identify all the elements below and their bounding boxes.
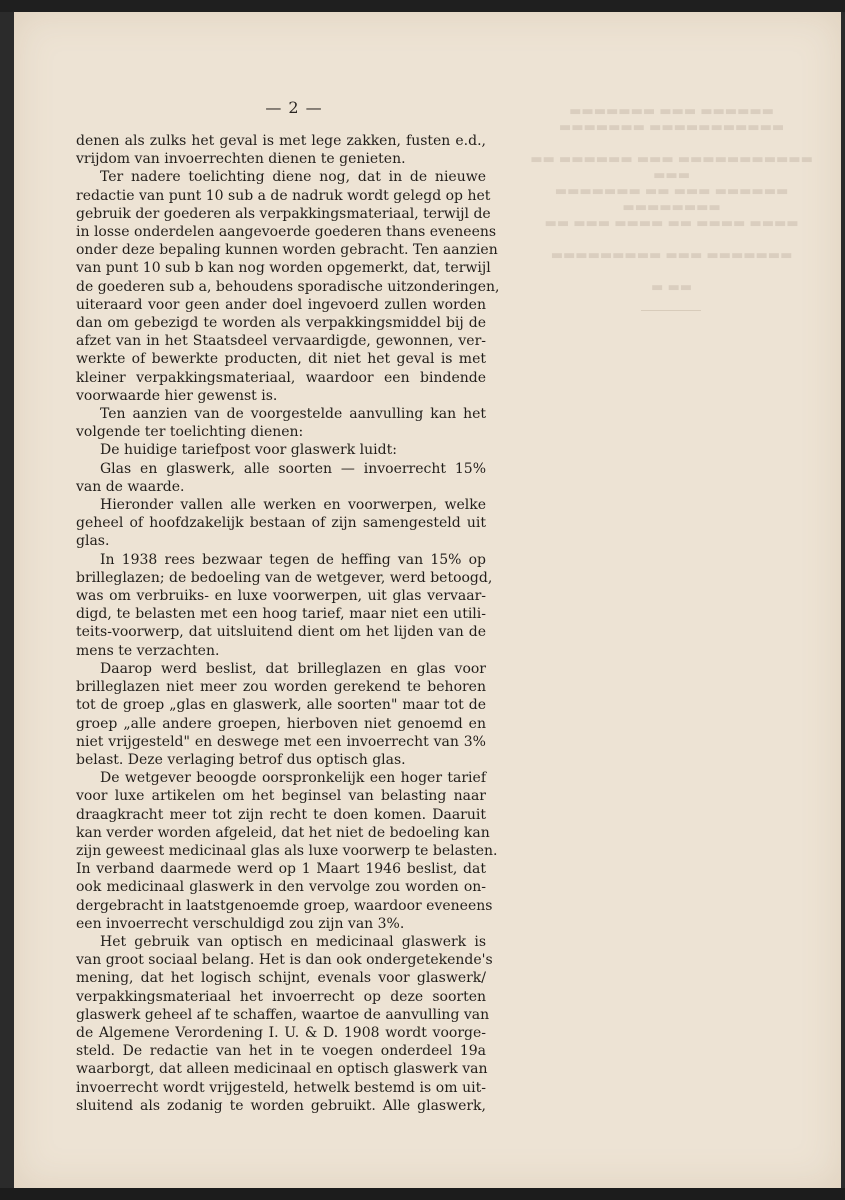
text-line: Hieronder vallen alle werken en voorwerpen, welke <box>100 497 486 514</box>
page-number: — 2 — <box>265 98 323 117</box>
text-line: In verband daarmede werd op 1 Maart 1946 beslist, dat <box>76 861 486 878</box>
text-line: steld. De redactie van het in te voegen onderdeel 19a <box>76 1043 486 1060</box>
text-line: invoerrecht wordt vrijgesteld, hetwelk bestemd is om uit- <box>76 1079 486 1096</box>
text-line: In 1938 rees bezwaar tegen de heffing van 15% op <box>100 551 486 568</box>
text-line: afzet van in het Staatsdeel vervaardigde, gewonnen, ver- <box>76 333 486 350</box>
text-line: denen als zulks het geval is met lege zakken, fusten e.d., <box>76 133 486 149</box>
text-line: een invoerrecht verschuldigd zou zijn van 3%. <box>76 915 405 932</box>
text-line: zijn geweest medicinaal glas als luxe voorwerp te belasten. <box>76 842 498 859</box>
text-line: kan verder worden afgeleid, dat het niet de bedoeling kan <box>76 824 490 841</box>
text-line: Glas en glaswerk, alle soorten — invoerrecht 15% <box>100 460 486 477</box>
text-line: niet vrijgesteld" en deswege met een invoerrecht van 3% <box>76 733 486 750</box>
text-line: gebruik der goederen als verpakkingsmateriaal, terwijl de <box>76 205 491 222</box>
text-line: dan om gebezigd te worden als verpakkingsmiddel bij de <box>76 315 486 332</box>
text-line: volgende ter toelichting dienen: <box>76 424 304 441</box>
text-line: digd, te belasten met een hoog tarief, maar niet een utili- <box>76 606 486 623</box>
text-line: sluitend als zodanig te worden gebruikt. Alle glaswerk, <box>76 1097 486 1114</box>
text-line: De wetgever beoogde oorspronkelijk een hoger tarief <box>100 770 486 787</box>
document-page <box>14 12 841 1188</box>
text-line: glas. <box>76 533 110 550</box>
text-line: draagkracht meer tot zijn recht te doen komen. Daaruit <box>76 806 486 823</box>
text-line: De huidige tariefpost voor glaswerk luidt: <box>100 442 397 459</box>
text-line: vrijdom van invoerrechten dienen te genieten. <box>76 151 406 168</box>
text-line: in losse onderdelen aangevoerde goederen thans eveneens <box>76 224 497 241</box>
text-line: van de waarde. <box>76 478 185 495</box>
bleed-through-text: ▬▬▬▬▬▬ ▬▬▬ ▬▬▬▬▬▬▬ ▬▬▬▬▬▬▬▬▬▬▬ ▬▬▬▬▬▬▬ ▬▬▬▬▬▬▬▬▬▬▬ ▬▬▬ ▬▬▬▬▬▬ ▬▬ ▬▬▬ ▬▬▬▬▬▬ ▬▬▬ ▬▬ ▬▬▬▬▬▬▬ ▬▬▬▬▬▬▬▬ ▬▬▬▬ ▬▬▬▬ ▬▬ ▬▬▬▬ ▬▬▬ ▬▬ ▬▬▬▬▬▬▬ ▬▬▬ ▬▬▬▬▬▬▬▬▬ ▬▬ ▬ <box>514 104 829 325</box>
text-line: de Algemene Verordening I. U. & D. 1908 wordt voorge- <box>76 1024 486 1041</box>
text-line: werkte of bewerkte producten, dit niet het geval is met <box>76 351 486 368</box>
text-line: brilleglazen niet meer zou worden gerekend te behoren <box>76 679 486 696</box>
text-line: redactie van punt 10 sub a de nadruk wordt gelegd op het <box>76 187 491 204</box>
text-line: van groot sociaal belang. Het is dan ook ondergetekende's <box>76 952 493 969</box>
text-line: onder deze bepaling kunnen worden gebracht. Ten aanzien <box>76 242 498 259</box>
text-line: voorwaarde hier gewenst is. <box>76 387 278 404</box>
text-line: van punt 10 sub b kan nog worden opgemerkt, dat, terwijl <box>76 260 491 277</box>
text-line: glaswerk geheel af te schaffen, waartoe de aanvulling van <box>76 1006 490 1023</box>
text-line: brilleglazen; de bedoeling van de wetgever, werd betoogd, <box>76 569 493 586</box>
scan-border-bottom <box>0 1188 845 1200</box>
text-line: geheel of hoofdzakelijk bestaan of zijn samengesteld uit <box>76 515 486 532</box>
text-line: teits-voorwerp, dat uitsluitend dient om het lijden van de <box>76 624 486 641</box>
text-line: Ter nadere toelichting diene nog, dat in de nieuwe <box>100 169 486 186</box>
text-line: mening, dat het logisch schijnt, evenals voor glaswerk/ <box>76 970 486 987</box>
text-line: verpakkingsmateriaal het invoerrecht op deze soorten <box>76 988 486 1005</box>
text-line: belast. Deze verlaging betrof dus optisch glas. <box>76 751 406 768</box>
text-line: tot de groep „glas en glaswerk, alle soorten" maar tot de <box>76 697 486 714</box>
text-line: ook medicinaal glaswerk in den vervolge zou worden on- <box>76 879 486 896</box>
text-line: waarborgt, dat alleen medicinaal en optisch glaswerk van <box>76 1061 488 1078</box>
text-line: dergebracht in laatstgenoemde groep, waardoor eveneens <box>76 897 493 914</box>
text-line: Het gebruik van optisch en medicinaal glaswerk is <box>100 933 486 950</box>
text-line: was om verbruiks- en luxe voorwerpen, uit glas vervaar- <box>76 588 486 605</box>
text-line: mens te verzachten. <box>76 642 220 659</box>
text-line: voor luxe artikelen om het beginsel van belasting naar <box>76 788 486 805</box>
text-line: groep „alle andere groepen, hierboven niet genoemd en <box>76 715 486 732</box>
text-line: de goederen sub a, behoudens sporadische uitzonderingen, <box>76 278 500 295</box>
body-text <box>76 132 500 1115</box>
text-line: Daarop werd beslist, dat brilleglazen en glas voor <box>100 660 486 677</box>
scan-border-top <box>0 0 845 12</box>
text-line: uiteraard voor geen ander doel ingevoerd zullen worden <box>76 296 486 313</box>
text-line: Ten aanzien van de voorgestelde aanvulling kan het <box>100 406 486 423</box>
text-line: kleiner verpakkingsmateriaal, waardoor een bindende <box>76 369 486 386</box>
